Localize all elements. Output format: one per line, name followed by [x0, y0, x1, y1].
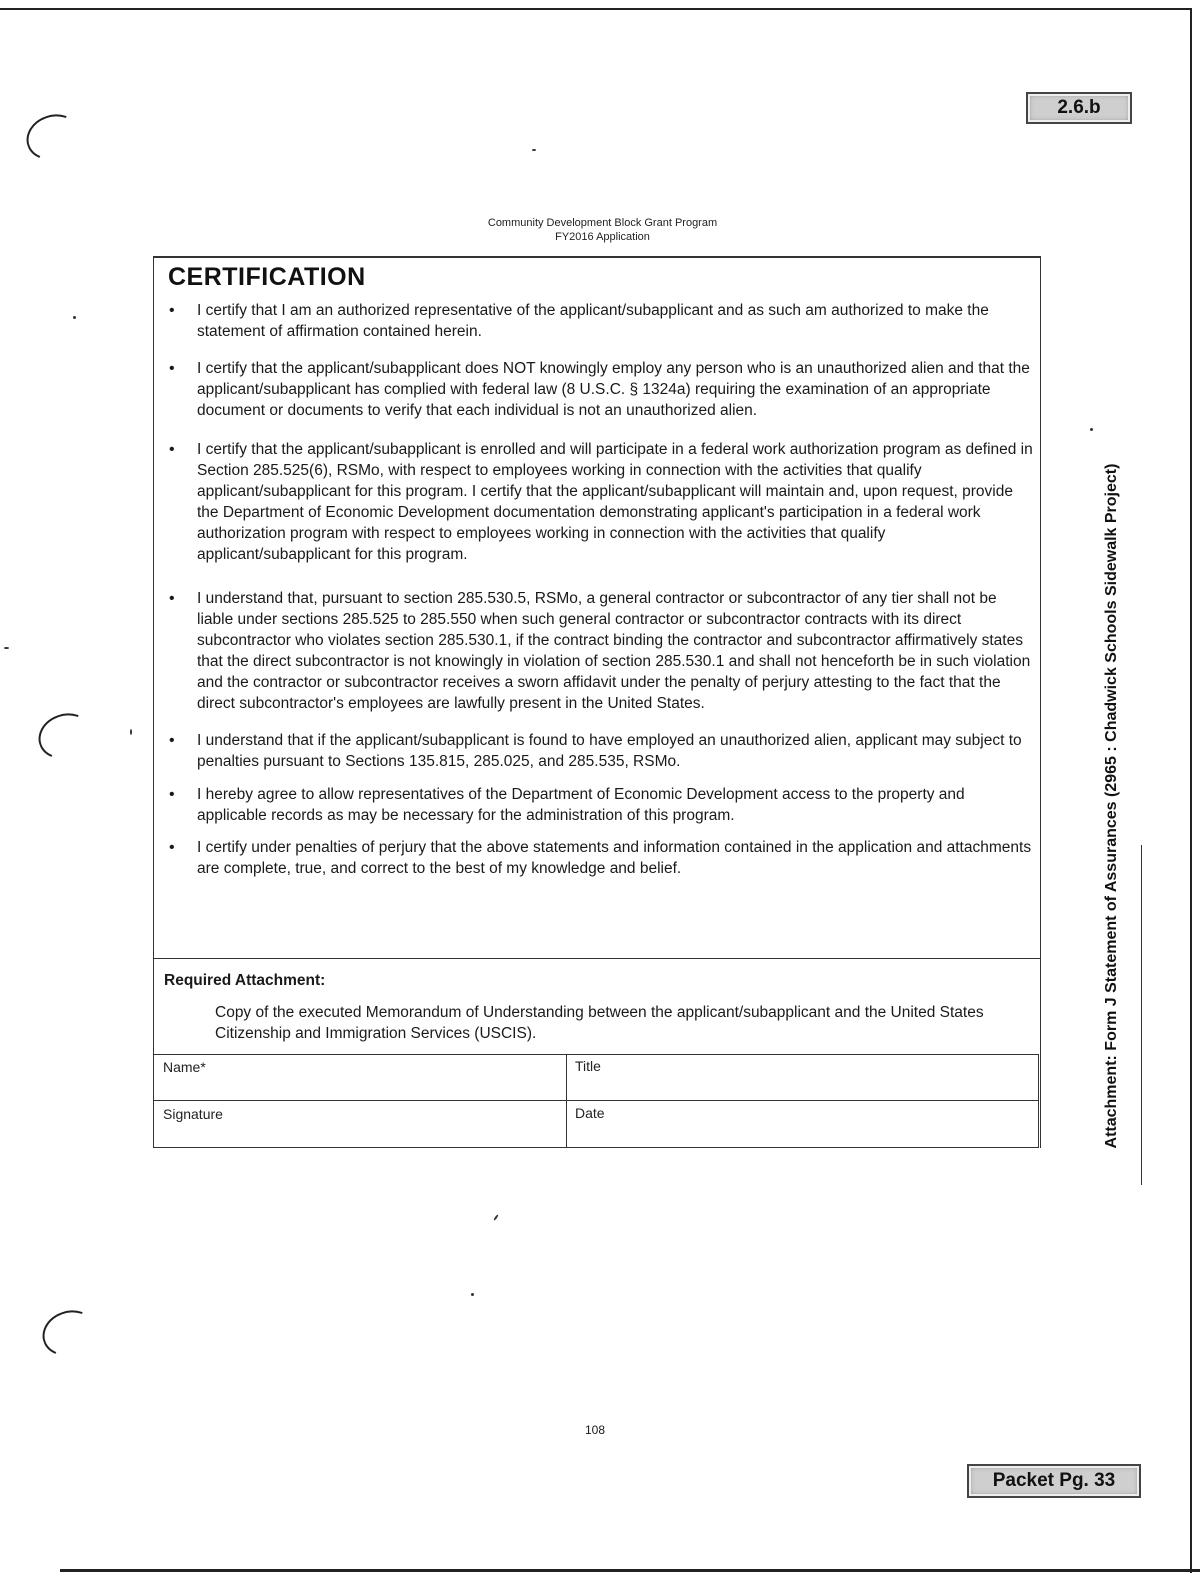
page-edge-inner — [1141, 845, 1142, 1185]
title-field-label: Title — [575, 1058, 601, 1074]
application-year: FY2016 Application — [555, 231, 650, 243]
table-column-divider — [566, 1055, 567, 1147]
bullet-icon: • — [169, 839, 175, 856]
scan-speck — [493, 1214, 499, 1221]
scan-speck — [4, 647, 9, 649]
packet-page-stamp: Packet Pg. 33 — [967, 1464, 1141, 1498]
certification-item — [165, 784, 1035, 826]
punch-hole-icon — [36, 1303, 102, 1363]
certification-item — [165, 730, 1035, 772]
page-edge-top — [0, 8, 1192, 10]
bullet-icon: • — [169, 302, 175, 319]
scan-speck — [130, 729, 132, 735]
certification-item — [165, 358, 1035, 421]
scan-speck — [1090, 428, 1093, 431]
attachment-side-label: Attachment: Form J Statement of Assurances (2965 : Chadwick Schools Sidewalk Project) — [1103, 463, 1120, 1149]
agenda-item-stamp: 2.6.b — [1026, 92, 1132, 124]
scan-speck — [471, 1293, 474, 1296]
certification-item-text: I certify under penalties of perjury that the above statements and information contained in the application and attachments are complete, true, and correct to the best of my knowledge and belief. — [197, 839, 1032, 877]
bullet-icon: • — [169, 732, 175, 749]
required-attachment-text: Copy of the executed Memorandum of Understanding between the applicant/subapplicant and the United States Citizenship and Immigration Services (USCIS). — [215, 1004, 984, 1042]
certification-item-text: I hereby agree to allow representatives of the Department of Economic Development access to the property and applicable records as may be necessary for the administration of this program. — [197, 786, 965, 824]
certification-title: CERTIFICATION — [168, 263, 366, 291]
section-divider — [153, 958, 1040, 959]
table-row-divider — [154, 1100, 1038, 1101]
bullet-icon: • — [169, 360, 175, 377]
form-header — [460, 216, 745, 244]
certification-item — [165, 300, 1035, 342]
certification-item-text: I understand that if the applicant/subapplicant is found to have employed an unauthorized alien, applicant may subject to penalties pursuant to Sections 135.815, 285.025, and 285.535, RSMo. — [197, 732, 1022, 770]
scan-speck — [73, 316, 76, 319]
punch-hole-icon — [32, 706, 98, 766]
required-attachment-title: Required Attachment: — [164, 972, 326, 989]
program-name: Community Development Block Grant Program — [487, 217, 718, 229]
scan-speck — [532, 149, 536, 151]
bullet-icon: • — [169, 441, 175, 458]
signature-field-label: Signature — [163, 1106, 223, 1122]
certification-item — [165, 837, 1035, 879]
punch-hole-icon — [20, 107, 86, 167]
certification-item-text: I certify that I am an authorized representative of the applicant/subapplicant and as such am authorized to make the statement of affirmation contained herein. — [197, 302, 989, 340]
certification-item-text: I certify that the applicant/subapplicant is enrolled and will participate in a federal work authorization program as defined in Section 285.525(6), RSMo, with respect to employees working in connection with the activities that qualify applicant/subapplicant for this program. I certify that the applicant/subapplicant will maintain and, upon request, provide the Department of Economic Development documentation demonstrating applicant's participation in a federal work authorization program with respect to employees working in connection with the activities that qualify applicant/subapplicant for this program. — [197, 441, 1033, 563]
page-edge-bottom — [60, 1569, 1200, 1572]
page-number: 108 — [584, 1423, 606, 1437]
name-field-label: Name* — [163, 1059, 206, 1075]
bullet-icon: • — [169, 786, 175, 803]
certification-list — [165, 300, 1035, 879]
certification-item-text: I understand that, pursuant to section 285.530.5, RSMo, a general contractor or subcontractor of any tier shall not be liable under sections 285.525 to 285.550 when such general contractor or subcontractor contracts with its direct subcontractor who violates section 285.530.1, if the contract binding the contractor and subcontractor affirmatively states that the direct subcontractor is not knowingly in violation of section 285.530.1 and shall not henceforth be in such violation and the contractor or subcontractor receives a sworn affidavit under the penalty of perjury attesting to the fact that the direct subcontractor's employees are lawfully present in the United States. — [197, 590, 1031, 712]
certification-item — [165, 439, 1035, 565]
bullet-icon: • — [169, 590, 175, 607]
date-field-label: Date — [575, 1105, 605, 1121]
page-edge-right — [1190, 8, 1192, 1573]
certification-item — [165, 588, 1035, 714]
signature-table — [153, 1054, 1039, 1148]
certification-item-text: I certify that the applicant/subapplicant does NOT knowingly employ any person who is an unauthorized alien and that the applicant/subapplicant has complied with federal law (8 U.S.C. § 1324a) requiring the examination of an appropriate document or documents to verify that each individual is not an unauthorized alien. — [197, 360, 1030, 419]
